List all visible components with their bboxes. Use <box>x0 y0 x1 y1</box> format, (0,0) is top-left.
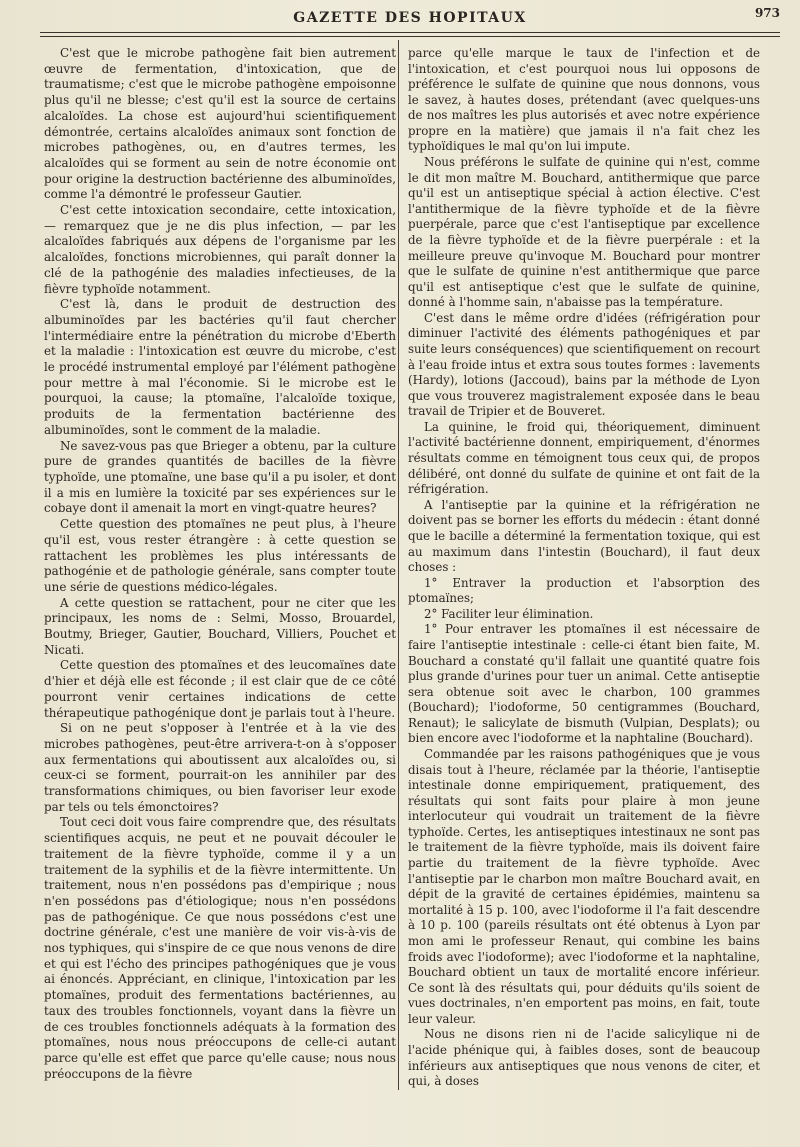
paragraph: C'est dans le même ordre d'idées (réfrigération pour diminuer l'activité des éléments pathogéniques et par suite leurs conséquences) que scientifiquement on recourt à l'eau froide intus et extra sous toutes formes : lavements (Hardy), lotions (Jaccoud), bains par la méthode de Lyon que vous trouverez magistralement exposée dans le beau travail de Tripier et de Bouveret. <box>408 310 760 419</box>
paragraph: 1° Pour entraver les ptomaïnes il est nécessaire de faire l'antiseptie intestinale : celle-ci étant bien faite, M. Bouchard a constaté qu'il fallait une quantité quatre fois plus grande d'urines pour tuer un animal. Cette antiseptie sera obtenue soit avec le charbon, 100 grammes (Bouchard); l'iodoforme, 50 centigrammes (Bouchard, Renaut); le salicylate de bismuth (Vulpian, Desplats); ou bien encore avec l'iodoforme et la naphtaline (Bouchard). <box>408 622 760 746</box>
paragraph: A cette question se rattachent, pour ne citer que les principaux, les noms de : Selmi, Mosso, Brouardel, Boutmy, Brieger, Gautier, Bouchard, Villiers, Pouchet et Nicati. <box>44 595 396 657</box>
paragraph: C'est que le microbe pathogène fait bien autrement œuvre de fermentation, d'intoxication, que de traumatisme; c'est que le microbe pathogène empoisonne plus qu'il ne blesse; c'est qu'il est la source de certains alcaloïdes. La chose est aujourd'hui scientifiquement démontrée, certains alcaloïdes animaux sont fonction de microbes pathogènes, ou, en d'autres termes, les alcaloïdes qui se forment au sein de notre économie ont pour origine la destruction bactérienne des albuminoïdes, comme l'a démontré le professeur Gautier. <box>44 46 396 202</box>
header-rule-top <box>40 32 780 33</box>
right-column <box>408 46 760 1090</box>
paragraph: La quinine, le froid qui, théoriquement, diminuent l'activité bactérienne donnent, empiriquement, d'énormes résultats comme en témoignent tous ceux qui, de propos délibéré, ont donné du sulfate de quinine et ont fait de la réfrigération. <box>408 419 760 497</box>
paragraph: Ne savez-vous pas que Brieger a obtenu, par la culture pure de grandes quantités de bacilles de la fièvre typhoïde, une ptomaïne, une base qu'il a pu isoler, et dont il a mis en lumière la toxicité par ses expériences sur le cobaye dont il amenait la mort en vingt-quatre heures? <box>44 438 396 516</box>
paragraph: 1° Entraver la production et l'absorption des ptomaïnes; <box>408 575 760 606</box>
page-number: 973 <box>754 6 780 20</box>
page-header <box>40 4 780 34</box>
paragraph: Nous ne disons rien ni de l'acide salicylique ni de l'acide phénique qui, à faibles doses, sont de beaucoup inférieurs aux antiseptiques que nous venons de citer, et qui, à doses <box>408 1027 760 1089</box>
paragraph: C'est cette intoxication secondaire, cette intoxication, — remarquez que je ne dis plus infection, — par les alcaloïdes fabriqués aux dépens de l'organisme par les alcaloïdes, fonctions microbiennes, qui paraît donner la clé de la pathogénie des maladies infectieuses, de la fièvre typhoïde notamment. <box>44 203 396 296</box>
journal-title: GAZETTE DES HOPITAUX <box>293 10 527 26</box>
paragraph: Nous préférons le sulfate de quinine qui n'est, comme le dit mon maître M. Bouchard, antithermique que parce qu'il est un antiseptique spécial à action élective. C'est l'antithermique de la fièvre typhoïde et de la fièvre puerpérale, parce que c'est l'antiseptique par excellence de la fièvre typhoïde et de la fièvre puerpérale : et la meilleure preuve qu'invoque M. Bouchard pour montrer que le sulfate de quinine n'est antithermique que parce qu'il est antiseptique c'est que le sulfate de quinine, donné à l'homme sain, n'abaisse pas la température. <box>408 155 760 310</box>
header-rule-bottom <box>40 36 780 37</box>
paragraph: C'est là, dans le produit de destruction des albuminoïdes par les bactéries qu'il faut chercher l'intermédiaire entre la pénétration du microbe d'Eberth et la maladie : l'intoxication est œuvre du microbe, c'est le procédé instrumental employé par l'élément pathogène pour mettre à mal l'économie. Si le microbe est le pourquoi, la cause; la ptomaïne, l'alcaloïde toxique, produits de la fermentation bactérienne des albuminoïdes, sont le comment de la maladie. <box>44 297 396 437</box>
paragraph: Si on ne peut s'opposer à l'entrée et à la vie des microbes pathogènes, peut-être arrivera-t-on à s'opposer aux fermentations qui aboutissent aux alcaloïdes ou, si ceux-ci se forment, pourrait-on les annihiler par des transformations chimiques, ou bien favoriser leur exode par tels ou tels émonctoires? <box>44 721 396 814</box>
paragraph: A l'antiseptie par la quinine et la réfrigération ne doivent pas se borner les efforts du médecin : étant donné que le bacille a déterminé la fermentation toxique, qui est au maximum dans l'intestin (Bouchard), il faut deux choses : <box>408 497 760 575</box>
left-column <box>44 46 396 1082</box>
paragraph: Tout ceci doit vous faire comprendre que, des résultats scientifiques acquis, ne peut et ne pouvait découler le traitement de la fièvre typhoïde, comme il y a un traitement de la syphilis et de la fièvre intermittente. Un traitement, nous n'en possédons pas d'empirique ; nous n'en possédons pas d'étiologique; nous n'en possédons pas de pathogénique. Ce que nous possédons c'est une doctrine générale, c'est une manière de voir vis-à-vis de nos typhiques, qui s'inspire de ce que nous venons de dire et qui est l'écho des principes pathogéniques que je vous ai énoncés. Appréciant, en clinique, l'intoxication par les ptomaïnes, produit des fermentations bactériennes, au taux des troubles fonctionnels, voyant dans la fièvre un de ces troubles fonctionnels adéquats à la formation des ptomaïnes, nous nous préoccupons de celle-ci autant parce qu'elle est effet que parce qu'elle cause; nous nous préoccupons de la fièvre <box>44 815 396 1081</box>
column-divider <box>398 40 399 1090</box>
paragraph: parce qu'elle marque le taux de l'infection et de l'intoxication, et c'est pourquoi nous lui opposons de préférence le sulfate de quinine que nous donnons, vous le savez, à hautes doses, prétendant (avec quelques-uns de nos maîtres les plus autorisés et avec notre expérience propre en la matière) que jamais il n'a fait chez les typhoïdiques le mal qu'on lui impute. <box>408 46 760 154</box>
paragraph: Cette question des ptomaïnes et des leucomaïnes date d'hier et déjà elle est féconde ; il est clair que de ce côté pourront venir certaines indications de cette thérapeutique pathogénique dont je parlais tout à l'heure. <box>44 658 396 720</box>
paragraph: Cette question des ptomaïnes ne peut plus, à l'heure qu'il est, vous rester étrangère : à cette question se rattachent les problèmes les plus intéressants de pathogénie et de pathologie générale, sans compter toute une série de questions médico-légales. <box>44 517 396 594</box>
paragraph: Commandée par les raisons pathogéniques que je vous disais tout à l'heure, réclamée par la théorie, l'antiseptie intestinale donne empiriquement, pratiquement, des résultats qui sont faits pour plaire à mon jeune interlocuteur qui voudrait un traitement de la fièvre typhoïde. Certes, les antiseptiques intestinaux ne sont pas le traitement de la fièvre typhoïde, mais ils doivent faire partie du traitement de la fièvre typhoïde. Avec l'antiseptie par le charbon mon maître Bouchard avait, en dépit de la gravité de certaines épidémies, maintenu sa mortalité à 15 p. 100, avec l'iodoforme il l'a fait descendre à 10 p. 100 (pareils résultats ont été obtenus à Lyon par mon ami le professeur Renaut, qui combine les bains froids avec l'iodoforme); avec l'iodoforme et la naphtaline, Bouchard obtient un taux de mortalité encore inférieur. Ce sont là des résultats qui, pour déduits qu'ils soient de vues doctrinales, n'en emportent pas moins, en fait, toute leur valeur. <box>408 747 760 1026</box>
paragraph: 2° Faciliter leur élimination. <box>424 606 594 621</box>
